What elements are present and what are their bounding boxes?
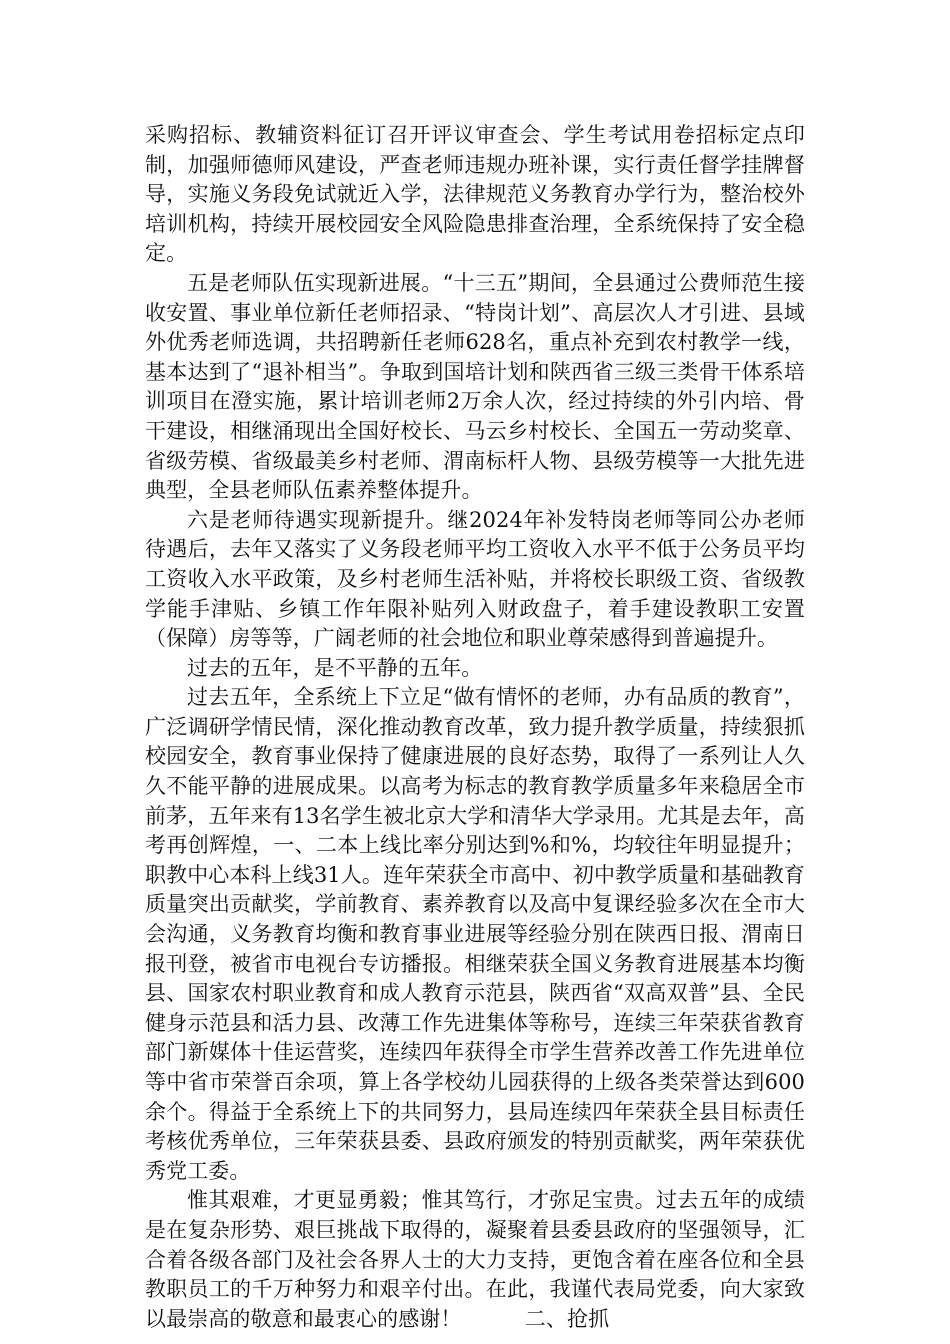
paragraph-achievements: 过去五年，全系统上下立足“做有情怀的老师，办有品质的教育”，广泛调研学情民情，深化推动教育改革，致力提升教学质量，持续狠抓校园安全，教育事业保持了健康进展的良好态势，取得了一系列让人久久不能平静的进展成果。以高考为标志的教育教学质量多年来稳居全市前茅，五年来有13名学生被北京大学和清华大学录用。尤其是去年，高考再创辉煌，一、二本上线比率分别达到%和%，均较往年明显提升；职教中心本科上线31人。连年荣获全市高中、初中教学质量和基础教育质量突出贡献奖，学前教育、素养教育以及高中复课经验多次在全市大会沟通，义务教育均衡和教育事业进展等经验分别在陕西日报、渭南日报刊登，被省市电视台专访播报。相继荣获全国义务教育进展基本均衡县、国家农村职业教育和成人教育示范县，陕西省“双高双普”县、全民健身示范县和活力县、改薄工作先进集体等称号，连续三年荣获省教育部门新媒体十佳运营奖，连续四年获得全市学生营养改善工作先进单位等中省市荣誉百余项，算上各学校幼儿园获得的上级各类荣誉达到600余个。得益于全系统上下的共同努力，县局连续四年荣获全县目标责任考核优秀单位，三年荣获县委、县政府颁发的特别贡献奖，两年荣获优秀党工委。 xyxy=(145,685,805,1183)
paragraph-past-five-years: 过去的五年，是不平静的五年。 xyxy=(187,655,483,680)
paragraph-teacher-pay: 六是老师待遇实现新提升。继2024年补发特岗老师等同公办老师待遇后，去年又落实了义务段老师平均工资收入水平不低于公务员平均工资收入水平政策，及乡村老师生活补贴，并将校长职级工资、省级教学能手津贴、乡镇工作年限补贴列入财政盘子，着手建设教职工安置（保障）房等等，广阔老师的社会地位和职业尊荣感得到普遍提升。 xyxy=(145,507,805,651)
paragraph-procurement-safety: 采购招标、教辅资料征订召开评议审查会、学生考试用卷招标定点印制，加强师德师风建设，严查老师违规办班补课，实行责任督学挂牌督导，实施义务段免试就近入学，法律规范义务教育办学行为，整治校外培训机构，持续开展校园安全风险隐患排查治理，全系统保持了安全稳定。 xyxy=(145,123,805,266)
paragraph-thanks: 惟其艰难，才更显勇毅；惟其笃行，才弥足宝贵。过去五年的成绩是在复杂形势、艰巨挑战下取得的，凝聚着县委县政府的坚强领导，汇合着各级各部门及社会各界人士的大力支持，更饱含着在座各位和全县教职员工的千万种努力和艰辛付出。在此，我谨代表局党委，向大家致以最崇高的敬意和最衷心的感谢！ 二、抢抓 xyxy=(145,1188,805,1331)
paragraph-teacher-team: 五是老师队伍实现新进展。“十三五”期间，全县通过公费师范生接收安置、事业单位新任老师招录、“特岗计划”、高层次人才引进、县域外优秀老师选调，共招聘新任老师628名，重点补充到农村教学一线，基本达到了“退补相当”。争取到国培计划和陕西省三级三类骨干体系培训项目在澄实施，累计培训老师2万余人次，经过持续的外引内培、骨干建设，相继涌现出全国好校长、马云乡村校长、全国五一劳动奖章、省级劳模、省级最美乡村老师、渭南标杆人物、县级劳模等一大批先进典型，全县老师队伍素养整体提升。 xyxy=(145,270,805,503)
document-body xyxy=(145,121,805,1334)
